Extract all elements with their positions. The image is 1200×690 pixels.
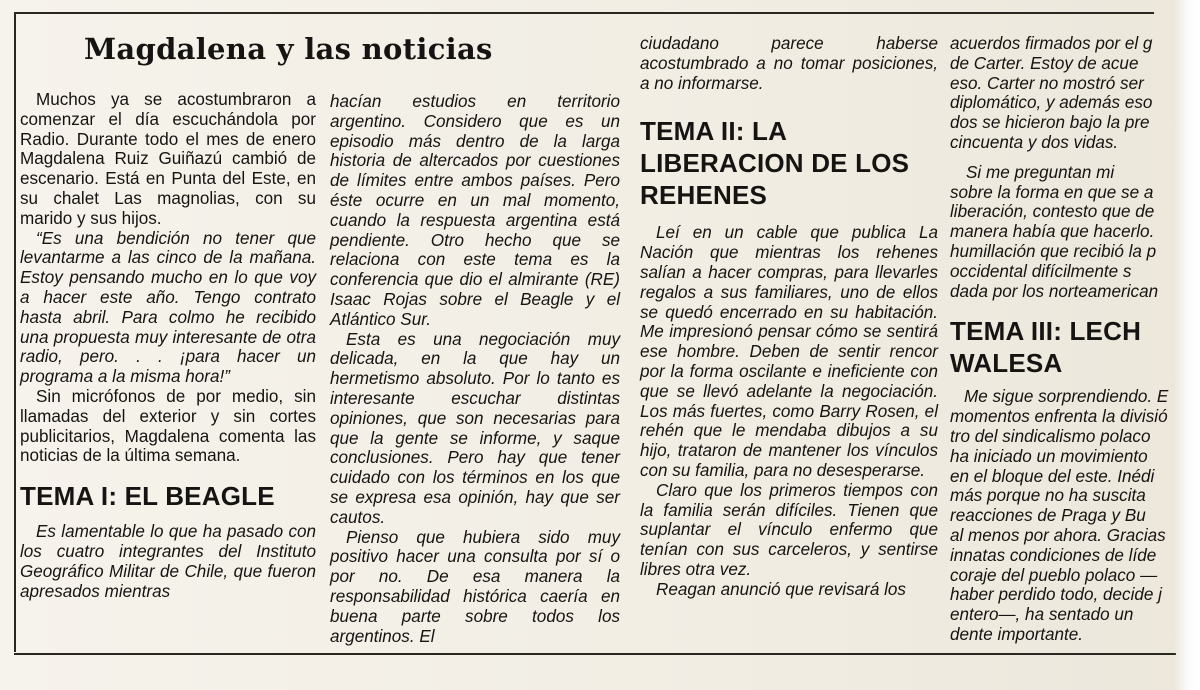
quote-paragraph: “Es una bendición no tener que levantarme a las cinco de la mañana. Estoy pensando mucho en lo que voy a hacer este año. Tengo contrato hasta abril. Para colmo he recibido una propuesta muy interesante de otra radio, pero. . . ¡para hacer un programa a la misma hora!” <box>20 228 316 387</box>
top-rule <box>14 12 1154 14</box>
text-line: tro del sindicalismo polaco <box>950 426 1151 446</box>
text-line: ha iniciado un movimiento <box>950 446 1148 466</box>
section-heading-walesa: TEMA III: LECH WALESA <box>950 316 1142 379</box>
text-line: en el bloque del este. Inédi <box>950 466 1155 486</box>
intro-paragraph: Muchos ya se acostumbraron a comenzar el día escuchándola por Radio. Durante todo el mes de enero Magdalena Ruiz Guiñazú cambió de escenario. Está en Punta del Este, en su chalet Las magnolias, con su marido y sus hijos. <box>20 90 316 228</box>
text-line: reacciones de Praga y Bu <box>950 506 1146 526</box>
text-line: diplomático, y además eso <box>950 93 1153 113</box>
text-line: manera había que hacerlo. <box>950 222 1155 242</box>
column-4-block-c <box>950 387 1190 644</box>
text-line: entero—, ha sentado un <box>950 605 1134 625</box>
text-line: al menos por ahora. Gracias <box>950 525 1166 545</box>
text-line: eso. Carter no mostró ser <box>950 73 1144 93</box>
text-line: humillación que recibió la p <box>950 241 1157 261</box>
text-line: occidental difícilmente s <box>950 261 1132 281</box>
column-3-paragraph-4: Reagan anunció que revisará los <box>656 579 906 599</box>
column-4 <box>950 34 1190 645</box>
beagle-paragraph: Es lamentable lo que ha pasado con los cuatro integrantes del Instituto Geográfico Militar de Chile, que fueron apresados mientras <box>20 522 316 601</box>
page-edge-fade <box>1174 0 1200 690</box>
text-line: momentos enfrenta la divisió <box>950 407 1168 427</box>
column-2-paragraph-3: Pienso que hubiera sido muy positivo hacer una consulta por sí o por no. De esa manera la responsabilidad histórica caería en buena parte sobre todos los argentinos. El <box>330 527 620 646</box>
text-line: coraje del pueblo polaco — <box>950 565 1158 585</box>
column-4-block-b <box>950 163 1190 302</box>
column-4-block-a <box>950 34 1190 153</box>
left-rule <box>14 12 16 652</box>
text-line: de Carter. Estoy de acue <box>950 53 1139 73</box>
column-2 <box>330 92 620 646</box>
text-line: más porque no ha suscita <box>950 486 1146 506</box>
text-line: Si me preguntan mi <box>966 162 1115 182</box>
bottom-rule <box>14 653 1176 655</box>
section-heading-beagle: TEMA I: EL BEAGLE <box>20 481 275 512</box>
text-line: dos se hicieron bajo la pre <box>950 113 1150 133</box>
column-1-body <box>20 90 316 601</box>
text-line: liberación, contesto que de <box>950 202 1155 222</box>
text-line: dente importante. <box>950 624 1084 644</box>
column-3 <box>640 34 938 600</box>
text-line: Me sigue sorprendiendo. E <box>964 387 1169 407</box>
column-3-paragraph-2: Leí en un cable que publica La Nación que mientras los rehenes salían a hacer compras, para llevarles regalos a sus familiares, uno de ellos se quedó encerrado en su habitación. Me impresionó pensar cómo se sentirá ese hombre. Deben de sentir rencor por la forma oscilante e ineficiente con que se llevó adelante la negociación. Los más fuertes, como Barry Rosen, el rehén que le mendaba dibujos a su hijo, trataron de mantener los vínculos con su familia, para no desesperarse. <box>640 223 938 480</box>
column-3-paragraph-1: ciudadano parece haberse acostumbrado a no tomar posiciones, a no informarse. <box>640 34 938 93</box>
text-line: acuerdos firmados por el g <box>950 34 1153 53</box>
text-line: dada por los norteamerican <box>950 281 1159 301</box>
closing-paragraph: Sin micrófonos de por medio, sin llamadas del exterior y sin cortes publicitarios, Magdalena comenta las noticias de la última semana. <box>20 386 316 466</box>
text-line: cincuenta y dos vidas. <box>950 132 1119 152</box>
column-2-paragraph-1: hacían estudios en territorio argentino. Considero que es un episodio más dentro de la larga historia de altercados por cuestiones de límites entre ambos países. Pero éste ocurre en un mal momento, cuando la respuesta argentina está pendiente. Otro hecho que se relaciona con este tema es la conferencia que dio el almirante (RE) Isaac Rojas sobre el Beagle y el Atlántico Sur. <box>330 92 620 329</box>
text-line: innatas condiciones de líde <box>950 545 1157 565</box>
text-line: sobre la forma en que se a <box>950 182 1154 202</box>
section-heading-rehenes: TEMA II: LA LIBERACION DE LOS REHENES <box>640 116 910 211</box>
article-headline: Magdalena y las noticias <box>84 32 493 66</box>
text-line: haber perdido todo, decide j <box>950 585 1162 605</box>
column-3-paragraph-3: Claro que los primeros tiempos con la familia serán difíciles. Tienen que suplantar el vínculo enfermo que tenían con sus carceleros, y sentirse libres otra vez. <box>640 480 938 579</box>
column-2-paragraph-2: Esta es una negociación muy delicada, en la que hay un hermetismo absoluto. Por lo tanto es interesante escuchar distintas opiniones, que son necesarias para que la gente se informe, y saque conclusiones. Pero hay que tener cuidado con los términos en los que se expresa esa opinión, hay que ser cautos. <box>330 329 620 527</box>
column-1 <box>20 30 316 601</box>
